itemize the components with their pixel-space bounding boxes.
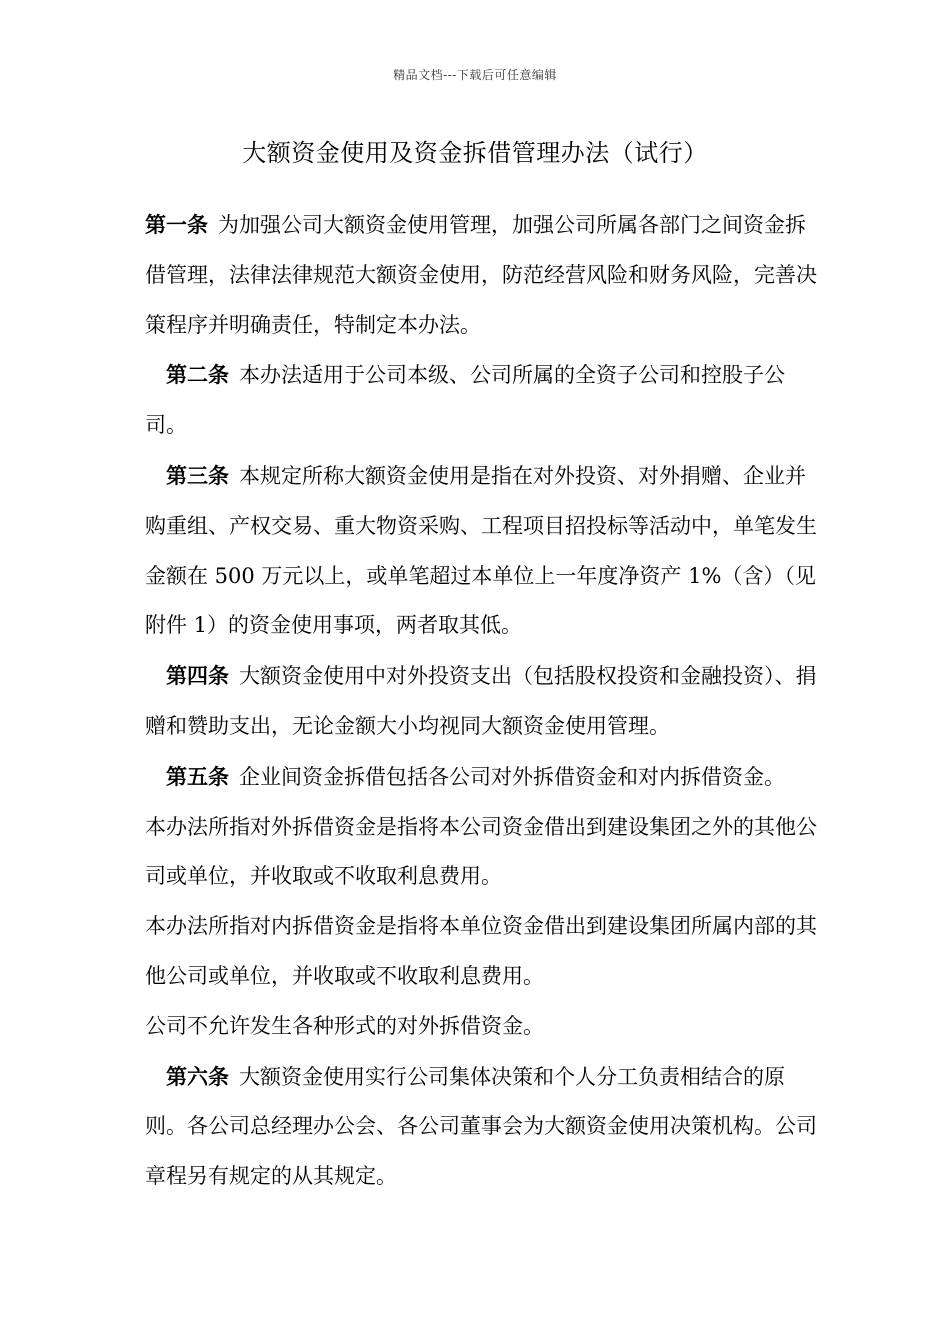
article-4 — [145, 651, 825, 752]
article-3 — [145, 451, 825, 651]
article-text: 本办法适用于公司本级、公司所属的全资子公司和控股子公司。 — [145, 363, 785, 438]
article-label: 第五条 — [166, 763, 229, 789]
article-text: 本规定所称大额资金使用是指在对外投资、对外捐赠、企业并购重组、产权交易、重大物资采购、工程项目招投标等活动中，单笔发生金额在 500 万元以上，或单笔超过本单位上一年度净资产 1%（含）（见附件 1）的资金使用事项，两者取其低。 — [145, 463, 817, 638]
article-2 — [145, 350, 825, 451]
article-label: 第二条 — [166, 362, 229, 388]
article-label: 第三条 — [166, 462, 229, 488]
paragraph-internal-lending: 本办法所指对内拆借资金是指将本单位资金借出到建设集团所属内部的其他公司或单位，并收取或不收取利息费用。 — [145, 914, 817, 988]
article-1 — [145, 200, 825, 350]
article-6 — [145, 1052, 825, 1202]
article-label: 第四条 — [166, 663, 229, 689]
document-body — [145, 200, 825, 1202]
article-text: 为加强公司大额资金使用管理，加强公司所属各部门之间资金拆借管理，法律法律规范大额资金使用，防范经营风险和财务风险，完善决策程序并明确责任，特制定本办法。 — [145, 213, 817, 337]
article-text: 大额资金使用实行公司集体决策和个人分工负责相结合的原则。各公司总经理办公会、各公司董事会为大额资金使用决策机构。公司章程另有规定的从其规定。 — [145, 1064, 817, 1189]
document-title: 大额资金使用及资金拆借管理办法（试行） — [242, 139, 708, 167]
header-note: 精品文档---下载后可任意编辑 — [393, 68, 557, 82]
article-text: 企业间资金拆借包括各公司对外拆借资金和对内拆借资金。 — [239, 764, 785, 789]
article-label: 第六条 — [166, 1063, 229, 1089]
paragraph-external-lending: 本办法所指对外拆借资金是指将本公司资金借出到建设集团之外的其他公司或单位，并收取或不收取利息费用。 — [145, 814, 817, 889]
paragraph-prohibition: 公司不允许发生各种形式的对外拆借资金。 — [145, 1013, 544, 1038]
article-text: 大额资金使用中对外投资支出（包括股权投资和金融投资）、捐赠和赞助支出，无论金额大小均视同大额资金使用管理。 — [145, 664, 817, 738]
article-label: 第一条 — [145, 212, 208, 237]
article-5 — [145, 752, 825, 803]
